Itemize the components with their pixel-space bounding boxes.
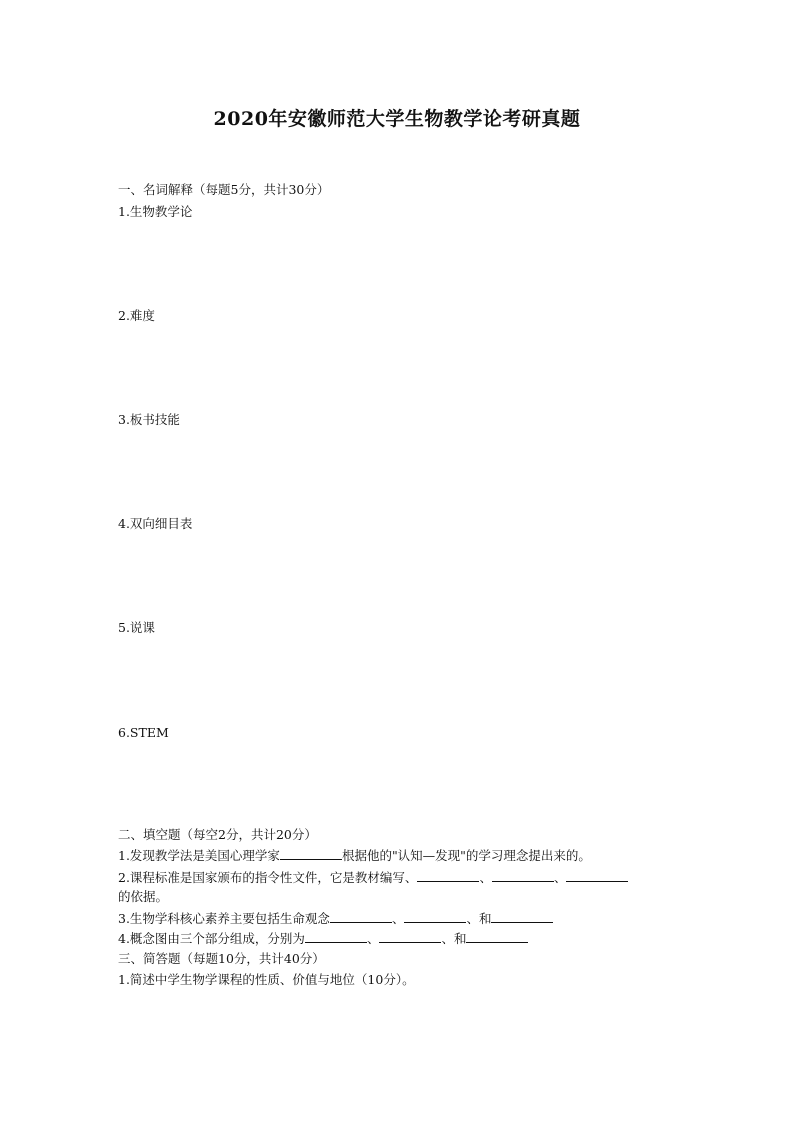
fill-blank[interactable] bbox=[466, 930, 528, 943]
fill-q4-text-a: 4.概念图由三个部分组成，分别为 bbox=[118, 931, 305, 946]
term-item-1: 1.生物教学论 bbox=[118, 204, 193, 219]
short-answer-question-1: 1.简述中学生物学课程的性质、价值与地位（10分）。 bbox=[118, 972, 415, 987]
fill-question-4 bbox=[118, 930, 528, 948]
fill-blank[interactable] bbox=[417, 869, 479, 882]
term-item-4: 4.双向细目表 bbox=[118, 516, 193, 531]
fill-question-1 bbox=[118, 847, 591, 865]
fill-blank[interactable] bbox=[491, 910, 553, 923]
fill-blank[interactable] bbox=[330, 910, 392, 923]
fill-blank[interactable] bbox=[492, 869, 554, 882]
fill-question-2 bbox=[118, 869, 628, 887]
fill-q2-sep: 、 bbox=[479, 870, 492, 885]
fill-blank[interactable] bbox=[280, 847, 342, 860]
fill-q2-sep: 、 bbox=[553, 870, 567, 885]
fill-q4-and: 、和 bbox=[441, 931, 467, 946]
section3-heading: 三、简答题（每题10分，共计40分） bbox=[118, 951, 325, 966]
fill-question-3 bbox=[118, 910, 553, 928]
term-item-5: 5.说课 bbox=[118, 620, 155, 635]
fill-blank[interactable] bbox=[404, 910, 466, 923]
section2-heading: 二、填空题（每空2分，共计20分） bbox=[118, 827, 317, 842]
fill-blank[interactable] bbox=[566, 869, 628, 882]
term-item-2: 2.难度 bbox=[118, 308, 155, 323]
fill-q1-text-a: 1.发现教学法是美国心理学家 bbox=[118, 848, 280, 863]
fill-q2-text-a: 2.课程标准是国家颁布的指令性文件，它是教材编写、 bbox=[118, 870, 418, 885]
fill-blank[interactable] bbox=[379, 930, 441, 943]
term-item-6: 6.STEM bbox=[118, 725, 169, 740]
fill-q4-sep: 、 bbox=[366, 931, 380, 946]
section1-heading: 一、名词解释（每题5分，共计30分） bbox=[118, 182, 330, 197]
page-title: 2020年安徽师范大学生物教学论考研真题 bbox=[213, 108, 581, 130]
fill-q3-and: 、和 bbox=[466, 911, 492, 926]
fill-q3-sep: 、 bbox=[391, 911, 405, 926]
fill-q3-text-a: 3.生物学科核心素养主要包括生命观念 bbox=[118, 911, 330, 926]
term-item-3: 3.板书技能 bbox=[118, 412, 180, 427]
fill-blank[interactable] bbox=[305, 930, 367, 943]
fill-q2-continuation: 的依据。 bbox=[118, 889, 169, 904]
fill-q1-text-b: 根据他的"认知—发现"的学习理念提出来的。 bbox=[341, 848, 591, 863]
